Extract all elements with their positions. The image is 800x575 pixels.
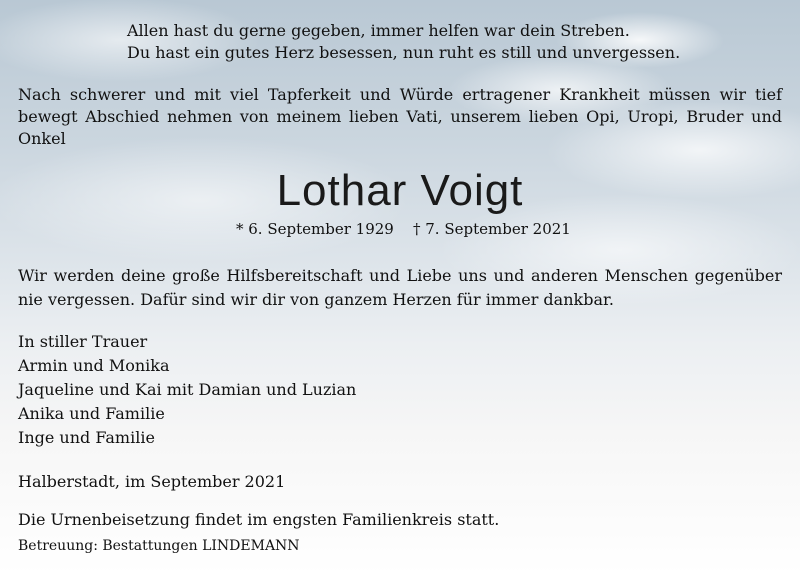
mourner-name: Anika und Familie	[18, 404, 165, 423]
burial-note: Die Urnenbeisetzung findet im engsten Familienkreis statt.	[18, 510, 500, 529]
mourners-heading: In stiller Trauer	[18, 332, 148, 351]
death-date: † 7. September 2021	[413, 220, 571, 238]
birth-date: * 6. September 1929	[236, 220, 394, 238]
undertaker-credit: Betreuung: Bestattungen LINDEMANN	[18, 538, 300, 554]
verse-line-1: Allen hast du gerne gegeben, immer helfen war dein Streben.	[127, 21, 630, 40]
mourner-name: Armin und Monika	[18, 356, 170, 375]
verse-line-2: Du hast ein gutes Herz besessen, nun ruht es still und unvergessen.	[127, 43, 681, 62]
mourner-name: Inge und Familie	[18, 428, 155, 447]
deceased-name: Lothar Voigt	[276, 166, 524, 215]
intro-paragraph: Nach schwerer und mit viel Tapferkeit und Würde ertragener Krankheit müssen wir tief bewegt Abschied nehmen von meinem lieben Vati, unserem lieben Opi, Uropi, Bruder und Onkel	[18, 85, 782, 148]
place-date: Halberstadt, im September 2021	[18, 472, 286, 491]
gratitude-paragraph: Wir werden deine große Hilfsbereitschaft und Liebe uns und anderen Menschen gegenüber nie vergessen. Dafür sind wir dir von ganzem Herzen für immer dankbar.	[18, 266, 782, 309]
mourner-name: Jaqueline und Kai mit Damian und Luzian	[18, 380, 357, 399]
